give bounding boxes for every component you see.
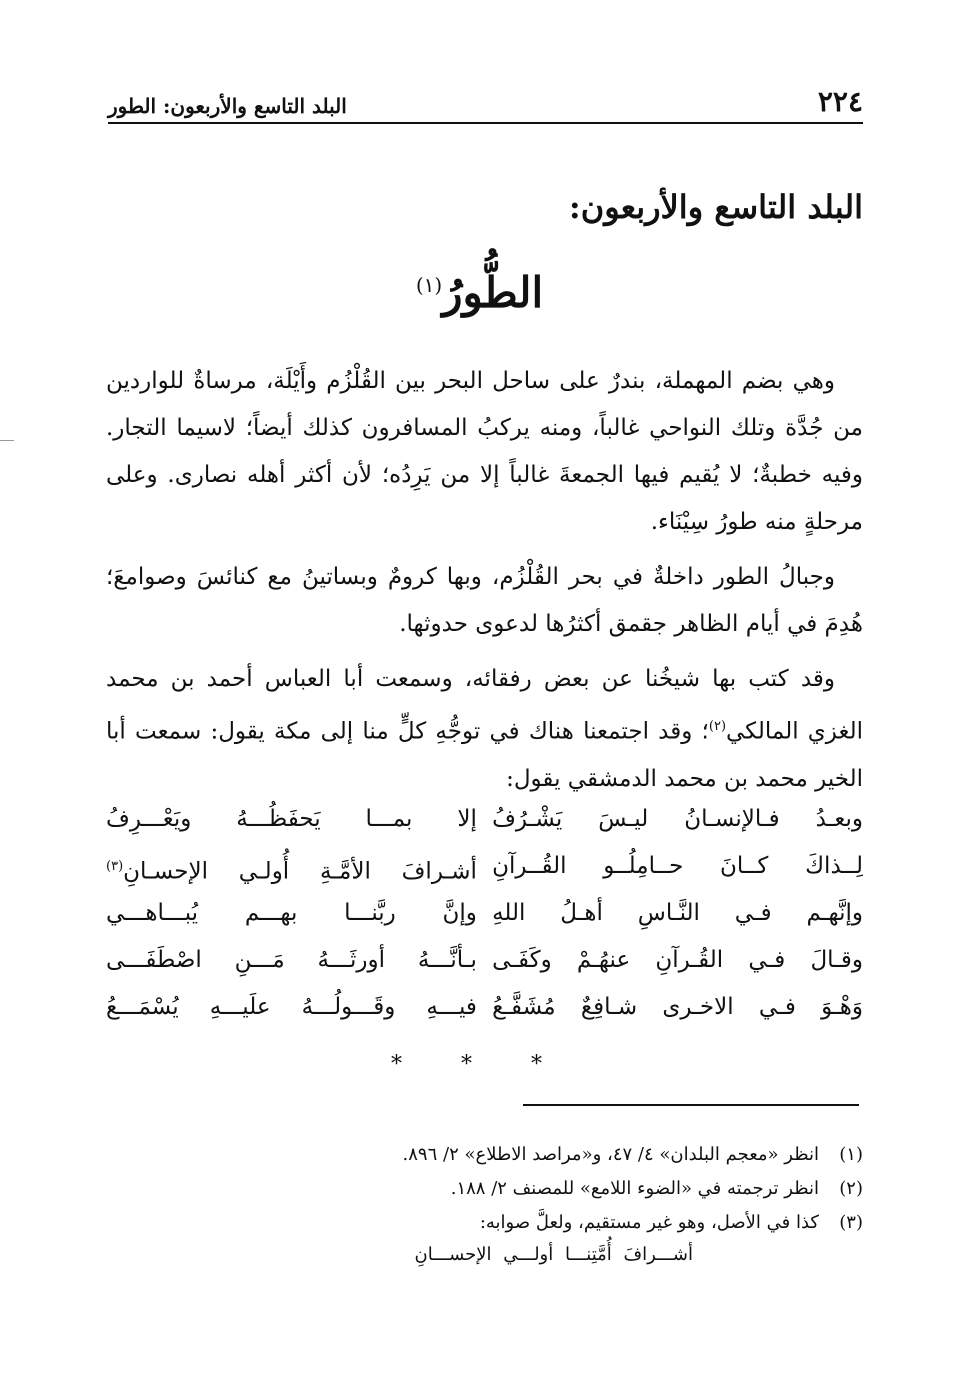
body-text — [106, 358, 863, 811]
verse-first-hemistich: وبعـدُ فـالإنسـانُ ليـسَ يَشْـرُفُ — [492, 806, 863, 832]
paragraph-3-part-1: وقد كتب بها شيخُنا عن بعض رفقائه، وسمعت أبا العباس أحمد بن محمد الغزي المالكي — [106, 666, 863, 745]
verse-second-hemistich — [106, 843, 477, 890]
verse-second-hemistich: إلا بمـــا يَحفَظُـــهُ ويَعْـــرِفُ — [106, 806, 477, 832]
footnote — [140, 1138, 863, 1172]
footnote-ref-3: (٣) — [106, 859, 124, 874]
scan-margin-mark — [0, 440, 14, 441]
poem-verse — [106, 984, 863, 1031]
footnote-ref-2: (٢) — [708, 719, 727, 734]
section-heading: البلد التاسع والأربعون: — [568, 188, 863, 226]
footnote-ref-1: (١) — [415, 273, 443, 297]
poem-verse — [106, 843, 863, 890]
chapter-title-text: الطُّورُ — [442, 268, 544, 317]
footnotes — [140, 1138, 863, 1270]
footnote — [140, 1206, 863, 1240]
verse-second-hemistich-text: أشـرافَ الأمَّـةِ أُولـي الإحسـانِ — [123, 858, 477, 885]
footnote-text: كذا في الأصل، وهو غير مستقيم، ولعلَّ صوابه: — [479, 1212, 819, 1233]
footnote-verse: أشـــرافَ أُمَّتِنـــا أولـــي الإحســـانِ — [414, 1244, 693, 1265]
poem-verse — [106, 890, 863, 937]
verse-first-hemistich: وَهْـوَ فـي الاخـرى شـافِعٌ مُشَفَّـعُ — [492, 994, 863, 1020]
paragraph-3 — [106, 656, 863, 803]
verse-second-hemistich: فيـــهِ وقَـــولُـــهُ علَيـــهِ يُسْمَـــعُ — [106, 994, 477, 1020]
page-number: ٢٢٤ — [817, 85, 863, 118]
footnote-number: (٣) — [839, 1212, 863, 1233]
verse-first-hemistich: لِــذاكَ كــانَ حــامِلُــو القُــرآنِ — [492, 853, 863, 879]
chapter-title — [0, 268, 959, 317]
poem-verse — [106, 796, 863, 843]
verse-second-hemistich: وإنَّ ربَّنـــا بهـــم يُبـــاهـــي — [106, 900, 477, 926]
poem — [106, 796, 863, 1031]
poem-verse — [106, 937, 863, 984]
running-title: البلد التاسع والأربعون: الطور — [108, 94, 347, 118]
verse-second-hemistich: بـأنَّـــهُ أورثَـــهُ مَـــنِ اصْطَفَـــى — [106, 947, 477, 973]
footnote — [140, 1172, 863, 1206]
footnote-text: انظر ترجمته في «الضوء اللامع» للمصنف ٢/ ١٨٨. — [450, 1178, 819, 1199]
paragraph-3-part-2: ؛ وقد اجتمعنا هناك في توجُّهِ كلٍّ منا إلى مكة يقول: سمعت أبا الخير محمد بن محمد الدمشقي يقول: — [106, 718, 863, 792]
section-separator: * * * — [391, 1052, 568, 1077]
footnote-number: (٢) — [839, 1178, 863, 1199]
paragraph-2: وجبالُ الطور داخلةٌ في بحر القُلْزُم، وبها كرومٌ وبساتينُ مع كنائسَ وصوامعَ؛ هُدِمَ في أيام الظاهر جقمق أكثرُها لدعوى حدوثها. — [106, 564, 863, 637]
verse-first-hemistich: وإنَّهـم فـي النَّـاسِ أهـلُ اللهِ — [492, 900, 863, 926]
running-header — [108, 84, 863, 124]
verse-first-hemistich: وقـالَ فـي القُـرآنِ عنهُـمْ وكَفَـى — [492, 947, 863, 973]
footnote-number: (١) — [839, 1144, 863, 1165]
footnote-divider — [523, 1104, 859, 1106]
paragraph-1: وهي بضم المهملة، بندرٌ على ساحل البحر بين القُلْزُم وأَيْلَة، مرساةٌ للواردين من جُدَّة وتلك النواحي غالباً، ومنه يركبُ المسافرون كذلك أيضاً؛ لاسيما التجار. وفيه خطبةٌ؛ لا يُقيم فيها الجمعةَ غالباً إلا من يَرِدُه؛ لأن أكثر أهله نصارى. وعلى مرحلةٍ منه طورُ سِيْنَاء. — [106, 368, 863, 535]
footnote-text: انظر «معجم البلدان» ٤/ ٤٧، و«مراصد الاطلاع» ٢/ ٨٩٦. — [402, 1144, 819, 1165]
